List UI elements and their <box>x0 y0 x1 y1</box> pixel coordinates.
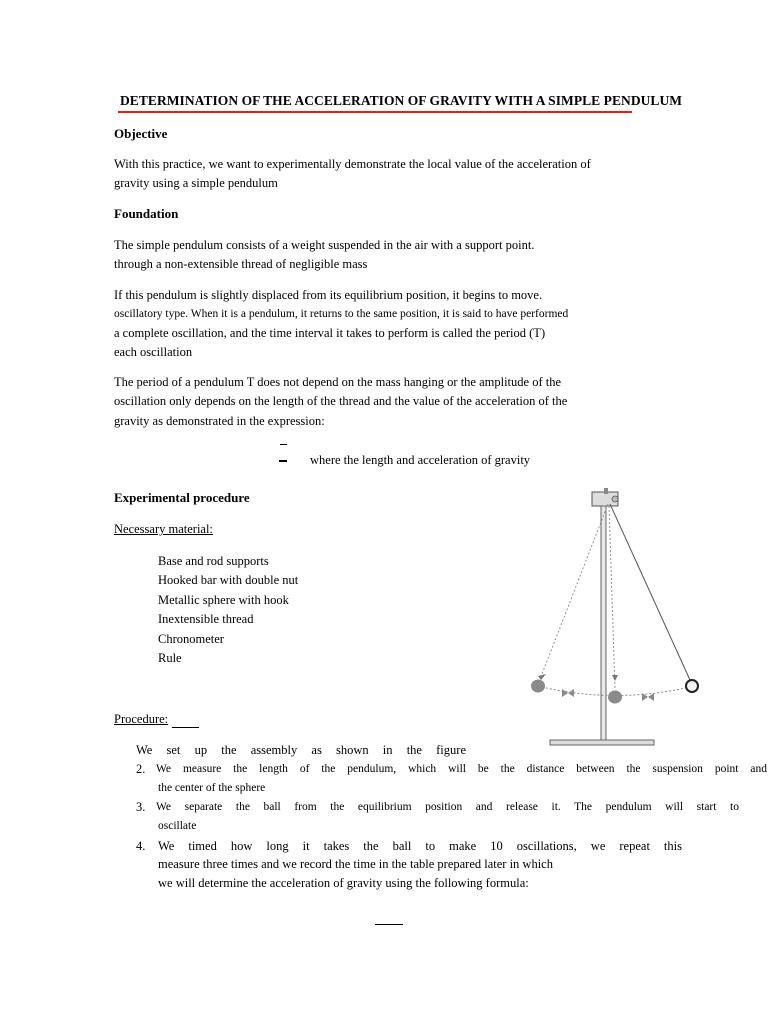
procedure-step-2-line-1: We measure the length of the pendulum, which will be the distance between the suspension point and <box>156 763 767 775</box>
title-underline <box>118 111 632 113</box>
procedure-step-3-line-1: We separate the ball from the equilibrium position and release it. The pendulum will start to <box>156 801 739 813</box>
thread-center <box>609 506 615 689</box>
procedure-step-1: We set up the assembly as shown in the figure <box>136 743 466 757</box>
objective-line-2: gravity using a simple pendulum <box>114 176 278 190</box>
foundation-p1-line-1: The simple pendulum consists of a weight suspended in the air with a support point. <box>114 238 535 252</box>
list-item: Metallic sphere with hook <box>158 593 289 607</box>
foundation-heading: Foundation <box>114 206 179 221</box>
formula-line <box>375 924 403 925</box>
procedure-label-underline <box>172 727 199 728</box>
list-item: Chronometer <box>158 632 224 646</box>
foundation-p3-line-3: gravity as demonstrated in the expression: <box>114 414 325 428</box>
thread-right <box>610 504 690 680</box>
foundation-p2-line-4: each oscillation <box>114 345 193 359</box>
ball-center <box>608 691 622 704</box>
procedure-step-2-line-2: the center of the sphere <box>158 782 266 794</box>
objective-heading: Objective <box>114 126 168 141</box>
procedure-step-4-line-2: measure three times and we record the time in the table prepared later in which <box>158 857 553 871</box>
foundation-p1-line-2: through a non-extensible thread of negligible mass <box>114 257 368 271</box>
procedure-step-4-line-3: we will determine the acceleration of gravity using the following formula: <box>158 876 529 890</box>
formula-note: where the length and acceleration of gravity <box>310 453 531 467</box>
list-item: Rule <box>158 651 182 665</box>
thread-left <box>542 504 608 674</box>
procedure-step-3-num: 3. <box>136 800 146 814</box>
arrow-bowtie-left-b <box>568 689 574 697</box>
procedure-label: Procedure: <box>114 712 169 726</box>
list-item: Hooked bar with double nut <box>158 573 299 587</box>
list-item: Inextensible thread <box>158 612 254 626</box>
procedure-step-4-num: 4. <box>136 839 146 853</box>
formula-mark-top <box>280 444 287 445</box>
foundation-p2-line-3: a complete oscillation, and the time interval it takes to perform is called the period (T) <box>114 326 546 340</box>
objective-line-1: With this practice, we want to experimentally demonstrate the local value of the acceleration of <box>114 157 591 171</box>
foundation-p2-line-2: oscillatory type. When it is a pendulum, it returns to the same position, it is said to have performed <box>114 308 569 320</box>
clamp-screw <box>604 488 608 494</box>
formula-mark-bottom <box>279 460 287 462</box>
procedure-step-3-line-2: oscillate <box>158 820 197 832</box>
foundation-p2-line-1: If this pendulum is slightly displaced from its equilibrium position, it begins to move. <box>114 288 543 302</box>
procedure-step-2-num: 2. <box>136 762 146 776</box>
procedure-step-4-line-1: We timed how long it takes the ball to make 10 oscillations, we repeat this <box>158 839 682 853</box>
arrow-bowtie-right-b <box>648 693 654 701</box>
arrow-center-top <box>612 675 618 681</box>
pendulum-figure <box>520 486 710 751</box>
foundation-p3-line-2: oscillation only depends on the length of the thread and the value of the acceleration of the <box>114 394 568 408</box>
base <box>550 740 654 745</box>
ball-right <box>686 680 698 692</box>
clamp-knob <box>612 496 618 502</box>
arrow-bowtie-left-a <box>562 689 568 697</box>
material-label: Necessary material: <box>114 522 213 536</box>
procedure-heading: Experimental procedure <box>114 490 250 505</box>
list-item: Base and rod supports <box>158 554 269 568</box>
arrow-left-top <box>538 674 546 680</box>
support-rod <box>601 506 606 740</box>
foundation-p3-line-1: The period of a pendulum T does not depend on the mass hanging or the amplitude of the <box>114 375 562 389</box>
ball-left <box>531 680 545 693</box>
page-title: DETERMINATION OF THE ACCELERATION OF GRAVITY WITH A SIMPLE PENDULUM <box>120 93 683 108</box>
